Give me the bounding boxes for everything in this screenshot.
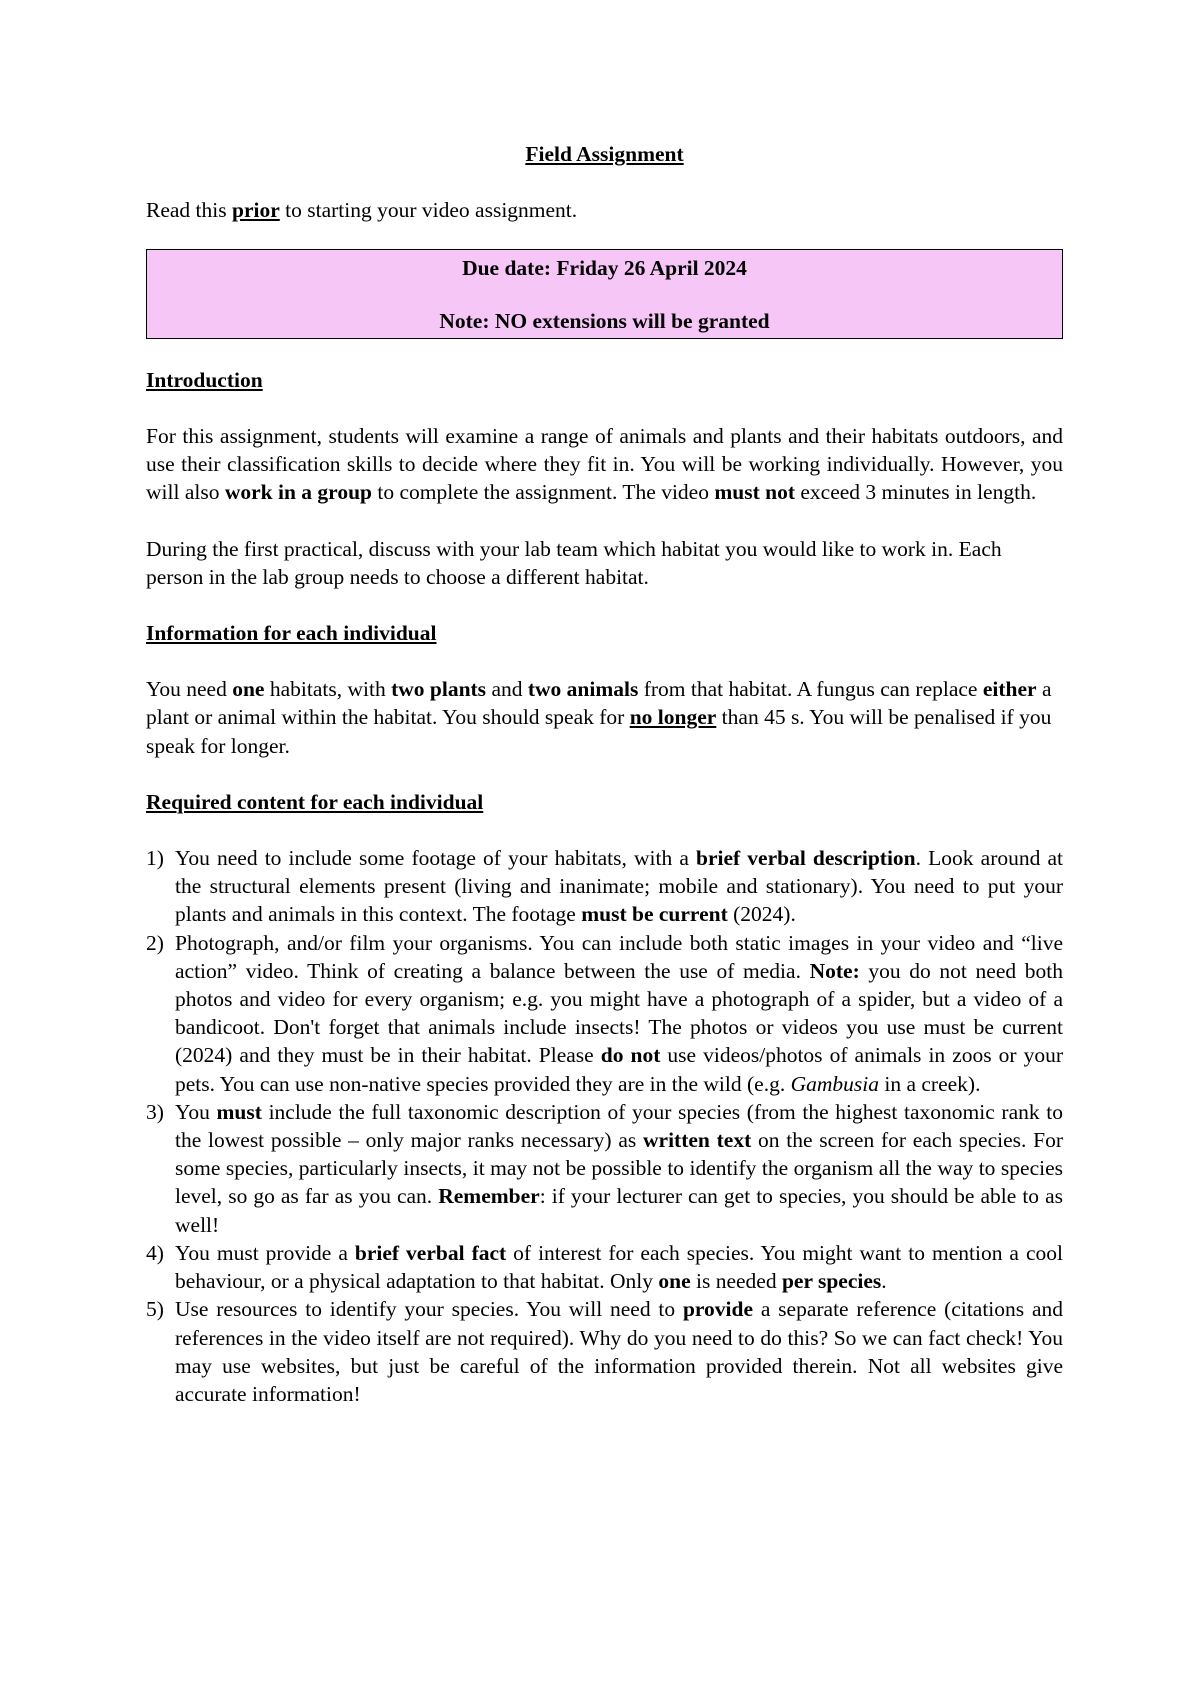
text-run: Use resources to identify your species. You will need to [175, 1297, 683, 1322]
text-run: of interest for each species. You might want to mention a cool behaviour, or a physical adaptation to that habitat. Only [175, 1240, 1063, 1294]
text-run: Photograph, and/or film your organisms. You can include both static images in your video and “live action” video. Think of creating a balance between the use of media. [175, 930, 1063, 983]
text-run: : if your lecturer can get to species, you should be able to as well! [175, 1184, 1063, 1237]
list-item-number: 4) [146, 1240, 164, 1265]
introduction-paragraph-1 [146, 422, 1063, 507]
bold-run: brief verbal fact [354, 1240, 507, 1265]
info-individual-paragraph [146, 675, 1063, 760]
list-item [146, 1295, 1063, 1408]
due-date-text: Due date: Friday 26 April 2024 [462, 256, 747, 281]
bold-run: one [232, 677, 265, 702]
list-item [146, 1098, 1063, 1239]
required-content-list [146, 844, 1063, 1408]
bold-run: Remember [438, 1184, 540, 1209]
introduction-paragraph-2: During the first practical, discuss with your lab team which habitat you would like to work in. Each person in the lab group needs to choose a different habitat. [146, 536, 1002, 589]
list-item [146, 844, 1063, 929]
bold-run: must [216, 1099, 262, 1124]
intro-emphasis: prior [232, 198, 280, 223]
bold-run: do not [600, 1043, 661, 1068]
text-run: . [881, 1269, 887, 1294]
text-run: You [175, 1099, 217, 1124]
text-run: include the full taxonomic description of your species (from the highest taxonomic rank to the lowest possible – only major ranks necessary) as [175, 1099, 1063, 1153]
text-run: habitats, with [264, 677, 392, 702]
text-run: You need to include some footage of your habitats, with a [175, 846, 696, 871]
text-run: . Look around at the structural elements present (living and inanimate; mobile and stationary). You need to put your plants and animals in this context. The footage [175, 846, 1063, 927]
bold-run: either [982, 677, 1037, 702]
bold-run: must not [714, 480, 795, 505]
list-item-number: 5) [146, 1297, 164, 1322]
info-individual-heading: Information for each individual [146, 621, 437, 646]
intro-line [146, 196, 1063, 224]
text-run: than 45 s. You will be penalised if you speak for longer. [146, 705, 1052, 758]
text-run: For this assignment, students will examine a range of animals and plants and their habitats outdoors, and use their classification skills to decide where they fit in. You will be working individually. However, you will also [146, 424, 1063, 505]
list-item-number: 2) [146, 930, 164, 955]
text-run: you do not need both photos and video for every organism; e.g. you might have a photograph of a spider, but a video of a bandicoot. Don't forget that animals include insects! The photos or videos you use must be current (2024) and they must be in their habitat. Please [175, 958, 1063, 1068]
list-item [146, 929, 1063, 1098]
bold-run: one [658, 1269, 691, 1294]
bold-run: provide [682, 1297, 754, 1322]
text-run: You need [146, 677, 233, 702]
bold-underline-run: no longer [629, 705, 717, 730]
document-page [146, 140, 1063, 1408]
intro-text-pre: Read this [146, 198, 232, 223]
text-run: and [486, 677, 528, 702]
intro-text-post: to starting your video assignment. [279, 198, 578, 223]
list-item-number: 3) [146, 1099, 164, 1124]
bold-run: two plants [391, 677, 487, 702]
text-run: from that habitat. A fungus can replace [638, 677, 983, 702]
text-run: a separate reference (citations and references in the video itself are not required). Why do you need to do this? So we can fact check! You may use websites, but just be careful of the information provided therein. Not all websites give accurate information! [175, 1297, 1063, 1406]
bold-run: must be current [581, 902, 728, 927]
due-date-box [146, 249, 1063, 338]
bold-run: Note: [809, 958, 860, 983]
text-run: (2024). [727, 902, 796, 927]
text-run: is needed [690, 1269, 782, 1294]
text-run: to complete the assignment. The video [372, 480, 715, 505]
bold-run: brief verbal description [695, 846, 916, 871]
text-run: use videos/photos of animals in zoos or your pets. You can use non-native species provided they are in the wild (e.g. [175, 1043, 1064, 1096]
text-run: in a creek). [879, 1071, 981, 1096]
list-item-number: 1) [146, 846, 164, 871]
page-title: Field Assignment [525, 142, 684, 166]
text-run: exceed 3 minutes in length. [794, 480, 1037, 505]
no-extensions-note: Note: NO extensions will be granted [439, 308, 770, 333]
bold-run: two animals [527, 677, 639, 702]
italic-run: Gambusia [790, 1071, 879, 1096]
text-run: You must provide a [175, 1240, 355, 1265]
bold-run: work in a group [224, 480, 372, 505]
bold-run: written text [643, 1128, 752, 1153]
bold-run: per species [781, 1269, 882, 1294]
required-content-heading: Required content for each individual [146, 789, 484, 814]
introduction-heading: Introduction [146, 367, 263, 392]
list-item [146, 1239, 1063, 1295]
text-run: on the screen for each species. For some species, particularly insects, it may not be possible to identify the organism all the way to species level, so go as far as you can. [175, 1128, 1063, 1209]
text-run: a plant or animal within the habitat. You should speak for [146, 677, 1052, 730]
